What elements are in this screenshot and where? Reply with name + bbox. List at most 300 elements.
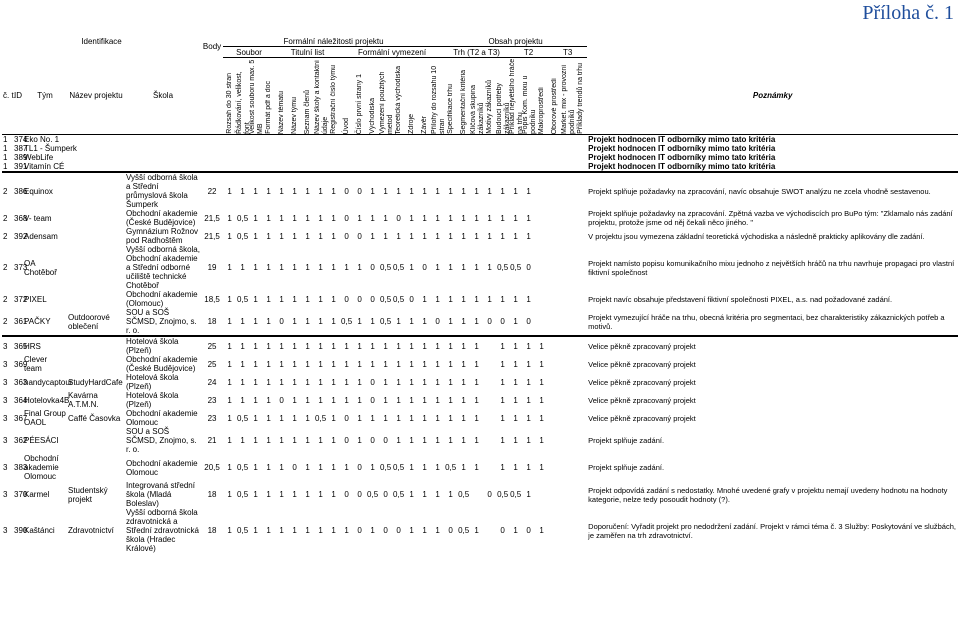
score-cell: 1 <box>279 463 284 472</box>
score-cell: 1 <box>249 172 262 209</box>
row-id: 392 <box>14 231 28 241</box>
criterion-label: Číslo první strany 1 <box>355 73 363 134</box>
score-cell: 1 <box>370 231 375 241</box>
score-cell: 0 <box>357 490 362 499</box>
score-cell: 1 <box>253 377 258 387</box>
score-cell: 1 <box>240 395 245 405</box>
score-cell: 0,5 <box>458 490 470 499</box>
row-points: 21 <box>207 436 217 445</box>
score-cell: 1 <box>483 172 496 209</box>
score-cell: 1 <box>366 336 379 355</box>
criterion-header <box>561 58 577 135</box>
criterion-label: Rozsah do 30 stran <box>225 73 233 134</box>
score-cell: 1 <box>435 463 440 472</box>
score-cell: 1 <box>448 263 453 272</box>
row-points: 18 <box>207 317 217 326</box>
score-cell: 1 <box>409 413 414 423</box>
score-cell: 1 <box>457 172 470 209</box>
score-cell: 0 <box>383 436 388 445</box>
score-cell: 1 <box>318 213 323 223</box>
score-cell: 1 <box>318 317 323 326</box>
row-team: PAČKY <box>24 317 51 326</box>
score-cell: 1 <box>474 377 479 387</box>
score-cell: 1 <box>227 317 232 326</box>
score-cell: 1 <box>357 413 362 423</box>
table-row <box>2 135 958 145</box>
score-cell: 1 <box>266 526 271 535</box>
row-note: Velice pěkně zpracovaný projekt <box>588 377 696 387</box>
score-cell: 1 <box>318 377 323 387</box>
row-category: 1 <box>3 162 8 171</box>
row-note: Projekt hodnocen IT odborníky mimo tato kritéria <box>588 162 776 171</box>
score-cell <box>535 209 548 227</box>
criterion-label: Velikost souboru max. 5 MB <box>249 59 265 134</box>
score-cell <box>535 245 548 290</box>
score-cell: 1 <box>292 436 297 445</box>
score-cell: 0,5 <box>510 490 522 499</box>
score-cell: 0,5 <box>497 490 509 499</box>
row-school: Obchodní akademie (České Budějovice) <box>126 209 198 227</box>
row-note: Projekt hodnocen IT odborníky mimo tato kritéria <box>588 144 776 153</box>
score-cell: 1 <box>409 263 414 272</box>
score-cell <box>561 508 574 553</box>
score-cell: 1 <box>331 463 336 472</box>
criterion-label: Oborové prostředí <box>550 77 558 134</box>
score-cell <box>470 481 483 508</box>
score-cell: 1 <box>344 263 349 272</box>
score-cell: 1 <box>474 413 479 423</box>
score-cell <box>548 308 561 336</box>
score-cell: 0,5 <box>315 413 327 423</box>
row-note: Projekt namísto popisu komunikačního mixu jednoho z největších hráčů na trhu navrhuje propagaci pro vlastní fiktivní společnost <box>588 258 955 277</box>
row-points: 21,5 <box>204 213 220 223</box>
score-cell: 1 <box>266 377 271 387</box>
row-team: Clever team <box>24 355 48 373</box>
table-row <box>2 409 958 427</box>
score-cell: 1 <box>266 359 271 369</box>
score-cell: 1 <box>331 317 336 326</box>
score-cell: 1 <box>266 317 271 326</box>
score-cell: 0,5 <box>458 526 470 535</box>
score-cell: 1 <box>266 294 271 304</box>
row-team: Obchodní akademie Olomouc <box>24 454 59 481</box>
row-project-name: Kavárna A.T.M.N. <box>68 391 99 409</box>
score-cell: 1 <box>383 213 388 223</box>
row-team: handycaptour <box>24 377 73 387</box>
score-cell: 1 <box>409 395 414 405</box>
score-cell: 0 <box>344 294 349 304</box>
score-cell: 1 <box>292 231 297 241</box>
row-category: 3 <box>3 395 8 405</box>
score-cell: 1 <box>253 463 258 472</box>
row-points: 24 <box>207 377 217 387</box>
score-cell: 1 <box>331 395 336 405</box>
criterion-header <box>236 58 252 135</box>
row-team: WebLife <box>24 153 54 162</box>
score-cell: 1 <box>266 413 271 423</box>
score-cell: 1 <box>292 413 297 423</box>
row-team: PIXEL <box>24 294 47 304</box>
row-school: SOU a SOŠ SČMSD, Znojmo, s. r. o. <box>126 308 197 335</box>
score-cell: 1 <box>370 463 375 472</box>
row-id: 370 <box>14 490 28 499</box>
score-cell <box>561 373 574 391</box>
score-cell: 0 <box>370 436 375 445</box>
score-cell: 1 <box>526 463 531 472</box>
row-spacer <box>201 153 587 162</box>
row-school: SOU a SOŠ SČMSD, Znojmo, s. r. o. <box>126 427 197 454</box>
criterion-label: Teoretická východiska <box>394 65 402 134</box>
row-id: 361 <box>14 317 28 326</box>
criterion-header <box>314 58 330 135</box>
row-school: Vyšší odborná škola, Obchodní akademie a Střední odborné učiliště technické Chotěboř <box>126 245 200 290</box>
score-cell: 1 <box>461 377 466 387</box>
score-cell: 1 <box>539 526 544 535</box>
score-cell: 1 <box>318 359 323 369</box>
criterion-header <box>379 58 395 135</box>
score-cell: 1 <box>253 317 258 326</box>
score-cell: 1 <box>357 317 362 326</box>
score-cell: 1 <box>227 463 232 472</box>
score-cell: 1 <box>396 317 401 326</box>
score-cell <box>561 454 574 481</box>
score-cell: 1 <box>240 317 245 326</box>
row-project-name: Caffé Časovka <box>68 413 121 423</box>
table-row <box>2 373 958 391</box>
score-cell: 1 <box>513 213 518 223</box>
criterion-label: Specifikace trhu <box>446 84 454 134</box>
score-cell <box>574 245 587 290</box>
score-cell: 1 <box>262 172 275 209</box>
score-cell: 1 <box>227 436 232 445</box>
score-cell: 1 <box>292 317 297 326</box>
score-cell: 1 <box>305 463 310 472</box>
row-id: 373 <box>14 263 28 272</box>
score-cell: 1 <box>513 294 518 304</box>
score-cell: 1 <box>435 413 440 423</box>
row-project-name <box>67 290 125 308</box>
table-row <box>2 508 958 553</box>
row-team: Adensam <box>24 231 58 241</box>
score-cell: 1 <box>526 231 531 241</box>
score-cell: 1 <box>474 263 479 272</box>
score-cell: 1 <box>266 395 271 405</box>
row-id: 387 <box>14 144 28 153</box>
score-cell: 1 <box>474 436 479 445</box>
score-cell: 1 <box>331 213 336 223</box>
row-id: 364 <box>14 395 28 405</box>
criterion-header <box>470 58 486 135</box>
row-team: HRS <box>23 336 67 355</box>
criterion-header <box>366 58 379 135</box>
score-cell: 0 <box>292 463 297 472</box>
score-cell: 1 <box>279 359 284 369</box>
score-cell: 1 <box>487 294 492 304</box>
row-school: Obchodní akademie Olomouc <box>126 409 198 427</box>
score-cell: 1 <box>418 336 431 355</box>
score-cell: 1 <box>318 395 323 405</box>
score-cell: 1 <box>305 213 310 223</box>
score-cell: 1 <box>383 413 388 423</box>
row-team: Kaštánci <box>24 526 55 535</box>
score-cell: 1 <box>448 213 453 223</box>
score-cell: 1 <box>457 336 470 355</box>
score-cell: 1 <box>448 294 453 304</box>
score-cell <box>561 336 574 355</box>
score-cell: 1 <box>331 436 336 445</box>
score-cell: 1 <box>448 413 453 423</box>
row-project-name <box>67 427 125 454</box>
score-cell <box>561 391 574 409</box>
score-cell: 1 <box>331 294 336 304</box>
score-cell: 1 <box>474 463 479 472</box>
row-school: Integrovaná střední škola (Mladá Boleslav) <box>126 481 195 508</box>
row-school: Obchodní akademie Olomouc <box>126 458 198 477</box>
score-cell: 1 <box>227 213 232 223</box>
score-cell: 1 <box>344 359 349 369</box>
row-project-name: Studentský projekt <box>68 485 108 504</box>
score-cell: 1 <box>396 436 401 445</box>
score-cell: 0,5 <box>367 490 379 499</box>
criterion-label: Vymezení použitých metod <box>379 71 395 134</box>
score-cell: 1 <box>496 172 509 209</box>
row-id: 391 <box>14 162 28 171</box>
score-cell: 0,5 <box>380 294 392 304</box>
score-cell: 1 <box>422 413 427 423</box>
score-cell: 1 <box>448 231 453 241</box>
score-cell: 1 <box>444 336 457 355</box>
score-cell: 0 <box>526 263 531 272</box>
row-category: 2 <box>3 294 8 304</box>
score-cell: 1 <box>266 490 271 499</box>
score-cell: 1 <box>279 490 284 499</box>
score-cell: 1 <box>409 436 414 445</box>
score-cell: 1 <box>470 336 483 355</box>
score-cell: 0 <box>526 526 531 535</box>
header-identifikace: Identifikace <box>81 36 122 46</box>
score-cell: 0,5 <box>237 294 249 304</box>
row-id: 372 <box>14 294 28 304</box>
score-cell <box>548 290 561 308</box>
header-titulni: Titulní list <box>275 47 340 58</box>
score-cell: 1 <box>409 213 414 223</box>
criterion-label: Budoucí potřeby zákazníků <box>496 83 512 134</box>
criterion-label: Řádkování, velikost, font <box>236 71 252 134</box>
row-id: 389 <box>14 153 28 162</box>
score-cell: 1 <box>292 490 297 499</box>
score-cell <box>561 209 574 227</box>
criterion-header <box>574 58 587 135</box>
score-cell <box>561 308 574 336</box>
score-cell: 0 <box>357 463 362 472</box>
score-cell: 1 <box>500 213 505 223</box>
row-team: Equinox <box>23 172 67 209</box>
score-cell: 1 <box>509 172 522 209</box>
criterion-label: Makroprostředí <box>537 86 545 134</box>
score-cell: 1 <box>305 377 310 387</box>
evaluation-sheet <box>2 36 958 620</box>
score-cell <box>483 355 496 373</box>
score-cell: 1 <box>522 172 535 209</box>
row-school: Vyšší odborná škola a Střední průmyslová škola Šumperk <box>125 172 201 209</box>
criterion-label: Klíčová skupina zákazníků <box>470 84 486 134</box>
score-cell: 1 <box>305 263 310 272</box>
score-cell: 1 <box>292 294 297 304</box>
score-cell: 1 <box>370 317 375 326</box>
score-cell: 1 <box>331 526 336 535</box>
score-cell <box>548 227 561 245</box>
score-cell: 0,5 <box>380 317 392 326</box>
criterion-label: Registrační číslo týmu <box>329 65 337 134</box>
score-cell: 0 <box>448 526 453 535</box>
score-cell: 1 <box>379 336 392 355</box>
score-cell: 0 <box>383 490 388 499</box>
row-project-name <box>67 245 125 290</box>
score-cell: 1 <box>305 436 310 445</box>
score-cell: 1 <box>379 172 392 209</box>
score-cell: 1 <box>236 336 249 355</box>
score-cell: 1 <box>266 463 271 472</box>
score-cell: 1 <box>223 336 236 355</box>
score-cell <box>548 409 561 427</box>
column-body-spacer <box>201 58 223 135</box>
score-cell: 1 <box>253 263 258 272</box>
row-project-name <box>67 355 125 373</box>
criterion-header <box>548 58 561 135</box>
row-note: Projekt splňuje požadavky na zpracování, navíc obsahuje SWOT analýzu ne zcela vhodně sestavenou. <box>587 172 958 209</box>
score-cell: 0,5 <box>445 463 457 472</box>
score-cell <box>574 355 587 373</box>
row-points: 18 <box>207 526 217 535</box>
score-cell: 1 <box>513 359 518 369</box>
table-row <box>2 336 958 355</box>
criterion-label: Název školy a kontaktní údaje <box>314 60 330 134</box>
row-project-name <box>67 336 125 355</box>
score-cell: 1 <box>301 336 314 355</box>
score-cell: 1 <box>435 213 440 223</box>
criterion-header <box>223 58 236 135</box>
score-cell: 1 <box>279 436 284 445</box>
score-cell: 1 <box>357 263 362 272</box>
score-cell: 1 <box>539 436 544 445</box>
score-cell: 1 <box>500 377 505 387</box>
score-cell: 1 <box>288 336 301 355</box>
score-cell: 1 <box>301 172 314 209</box>
score-cell: 1 <box>396 377 401 387</box>
score-cell: 1 <box>275 336 288 355</box>
score-cell: 1 <box>266 213 271 223</box>
score-cell: 1 <box>539 463 544 472</box>
score-cell: 1 <box>240 377 245 387</box>
score-cell <box>574 427 587 454</box>
score-cell <box>574 227 587 245</box>
score-cell <box>574 481 587 508</box>
score-cell: 1 <box>249 336 262 355</box>
score-cell: 0 <box>396 213 401 223</box>
row-school: Hotelová škola (Plzeň) <box>125 336 201 355</box>
score-cell: 1 <box>253 294 258 304</box>
score-cell <box>483 454 496 481</box>
score-cell: 1 <box>383 395 388 405</box>
row-project-name: Zdravotnictví <box>68 526 114 535</box>
table-row <box>2 245 958 290</box>
score-cell: 1 <box>526 377 531 387</box>
criterion-label: Východiska <box>368 98 376 134</box>
score-cell: 1 <box>253 490 258 499</box>
table-row <box>2 290 958 308</box>
score-cell: 1 <box>526 395 531 405</box>
criterion-header <box>340 58 353 135</box>
table-row <box>2 308 958 336</box>
criterion-header <box>431 58 447 135</box>
score-cell: 0,5 <box>497 263 509 272</box>
score-cell: 1 <box>422 395 427 405</box>
score-cell: 1 <box>448 395 453 405</box>
header-t3: T3 <box>548 47 587 58</box>
score-cell: 1 <box>396 359 401 369</box>
row-id: 363 <box>14 377 28 387</box>
row-note: Projekt splňuje zadání. <box>588 436 665 445</box>
score-cell: 0 <box>370 395 375 405</box>
score-cell: 1 <box>513 436 518 445</box>
score-cell: 1 <box>448 317 453 326</box>
score-cell: 0 <box>353 172 366 209</box>
column-poznamky: Poznámky <box>587 58 958 135</box>
score-cell <box>548 245 561 290</box>
criterion-label: Segmentační kritéria <box>459 69 467 134</box>
score-cell: 0 <box>383 526 388 535</box>
row-id: 383 <box>14 463 28 472</box>
score-cell: 1 <box>474 294 479 304</box>
row-points: 22 <box>201 172 223 209</box>
score-cell <box>548 209 561 227</box>
table-row <box>2 172 958 209</box>
score-cell: 1 <box>435 490 440 499</box>
score-cell: 1 <box>526 413 531 423</box>
score-cell: 1 <box>279 413 284 423</box>
score-cell <box>574 373 587 391</box>
row-id: 390 <box>14 526 28 535</box>
score-cell: 1 <box>539 377 544 387</box>
score-cell: 0,5 <box>393 490 405 499</box>
criterion-header <box>353 58 366 135</box>
row-project-name <box>67 454 125 481</box>
column-id: ID <box>13 58 23 135</box>
score-cell: 1 <box>392 172 405 209</box>
row-project-name: Outdoorové oblečení <box>68 312 110 331</box>
score-cell: 1 <box>448 490 453 499</box>
score-cell: 1 <box>539 359 544 369</box>
row-school: Gymnázium Rožnov pod Radhoštěm <box>126 227 199 245</box>
row-points: 25 <box>201 336 223 355</box>
score-cell: 0,5 <box>380 463 392 472</box>
score-cell: 1 <box>418 172 431 209</box>
score-cell <box>574 391 587 409</box>
score-cell: 0 <box>357 526 362 535</box>
row-spacer <box>201 135 587 145</box>
score-cell: 1 <box>253 359 258 369</box>
score-cell: 1 <box>500 436 505 445</box>
score-cell: 1 <box>474 231 479 241</box>
score-cell: 1 <box>461 395 466 405</box>
row-spacer <box>201 144 587 153</box>
score-cell: 1 <box>409 490 414 499</box>
score-cell: 1 <box>227 413 232 423</box>
row-note: Velice pěkně zpracovaný projekt <box>588 359 696 369</box>
score-cell: 1 <box>474 526 479 535</box>
criterion-label: Příklady trendů na trhu <box>576 63 584 134</box>
score-cell: 1 <box>396 413 401 423</box>
